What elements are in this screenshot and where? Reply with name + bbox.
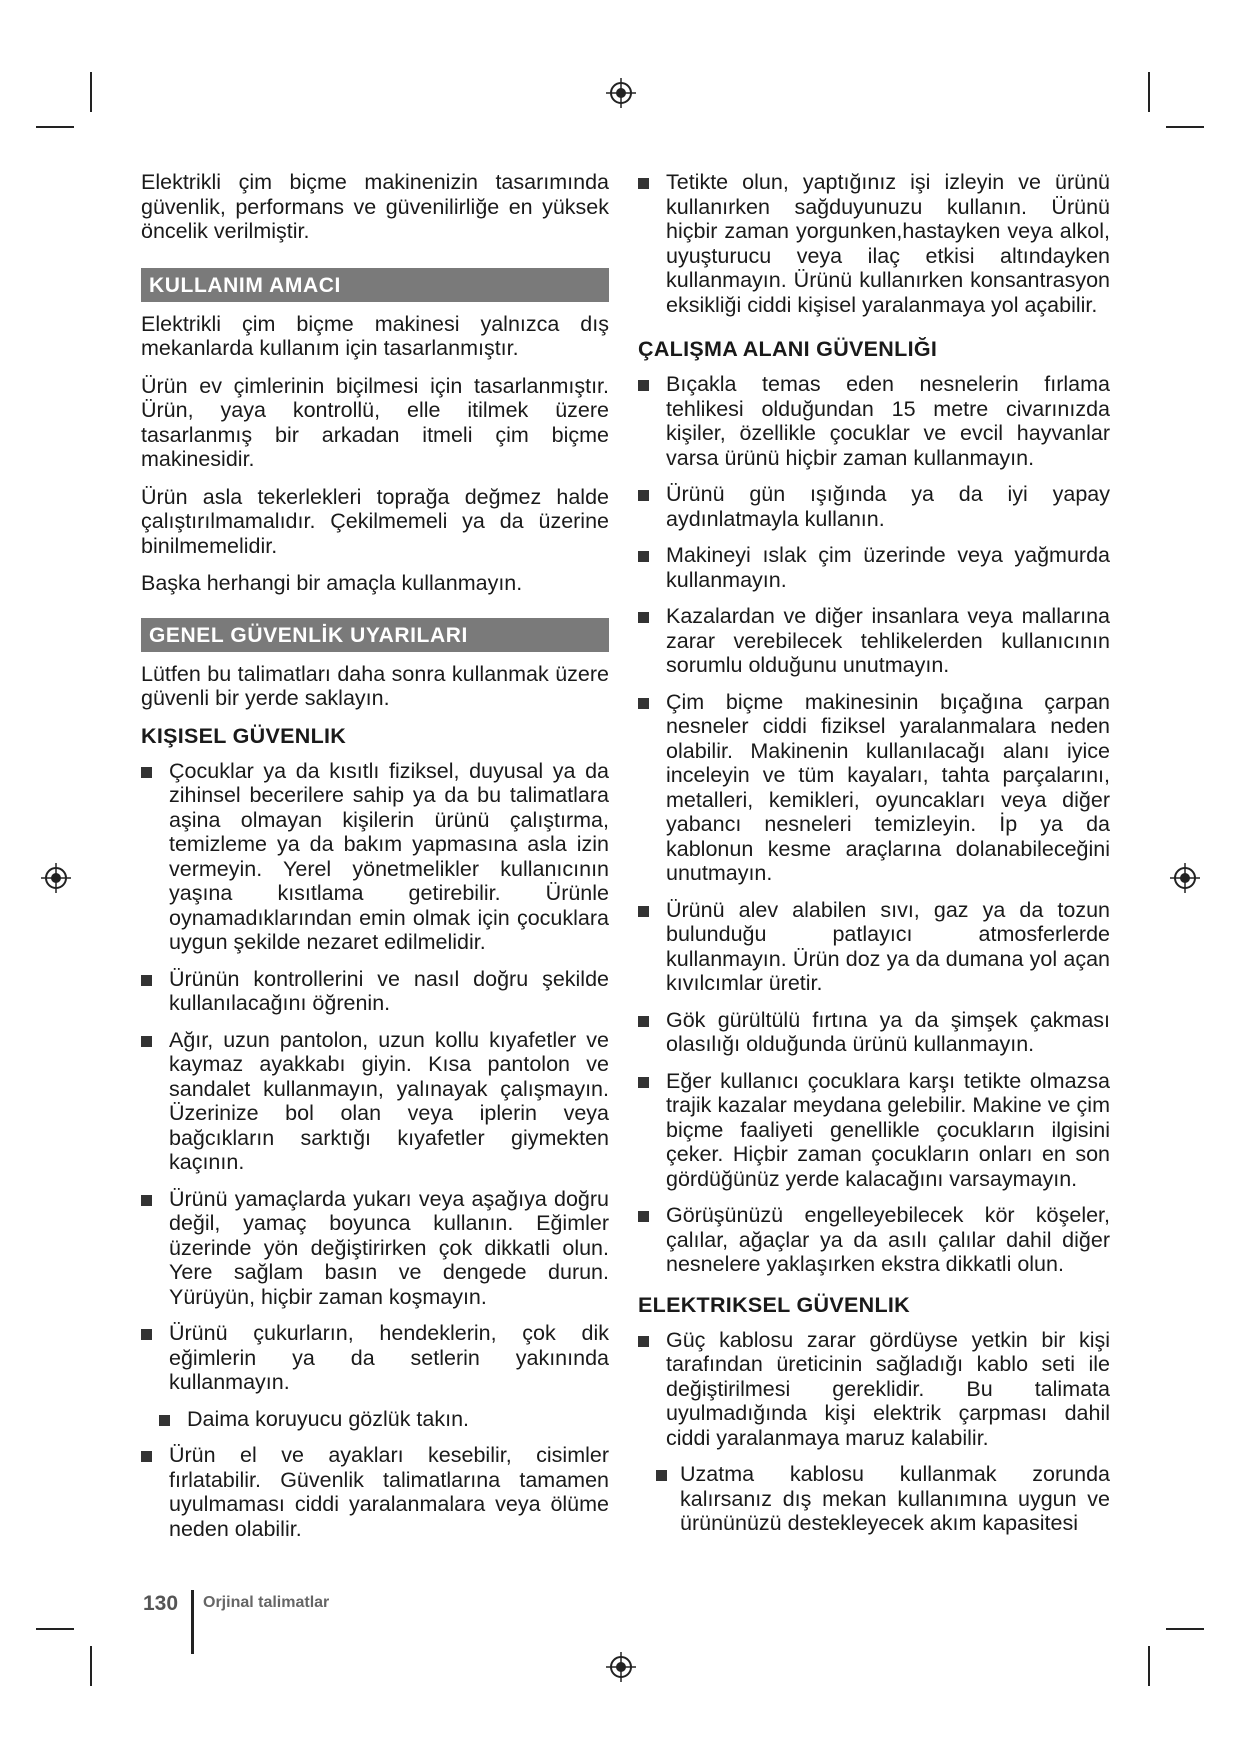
general-safety-paragraph: Lütfen bu talimatları daha sonra kullanmak üzere güvenli bir yerde saklayın. (141, 661, 609, 710)
page-number: 130 (143, 1592, 179, 1615)
list-item: Makineyi ıslak çim üzerinde veya yağmurda kullanmayın. (638, 543, 1110, 592)
crop-mark-top-right-h (1166, 126, 1204, 128)
right-column (638, 170, 1110, 1548)
list-item: Güç kablosu zarar gördüyse yetkin bir kişi tarafından üreticinin sağladığı kablo seti ile değiştirilmesi gereklidir. Bu talimata uyulmadığında kişi elektrik çarpması dahil ciddi yaralanmaya maruz kalabilir. (638, 1328, 1110, 1451)
bullet-square-icon (141, 975, 152, 986)
bullet-square-icon (638, 551, 649, 562)
bullet-square-icon (638, 490, 649, 501)
bullet-square-icon (638, 380, 649, 391)
bullet-square-icon (141, 1195, 152, 1206)
list-item: Ürünün kontrollerini ve nasıl doğru şekilde kullanılacağını öğrenin. (141, 967, 609, 1016)
section-heading-general-safety: GENEL GÜVENLİK UYARILARI (141, 618, 609, 652)
bullet-square-icon (141, 1036, 152, 1047)
usage-paragraph: Başka herhangi bir amaçla kullanmayın. (141, 571, 523, 595)
usage-paragraph: Elektrikli çim biçme makinesi yalnızca dış mekanlarda kullanım için tasarlanmıştır. (141, 311, 609, 360)
crop-mark-bottom-left-v (90, 1646, 92, 1686)
usage-paragraph: Ürün ev çimlerinin biçilmesi için tasarlanmıştır. Ürün, yaya kontrollü, elle itilmek üzere tasarlanmış bir arkadan itmeli çim biçme makinesidir. (141, 373, 609, 471)
bullet-square-icon (638, 1077, 649, 1088)
bullet-square-icon (638, 1336, 649, 1347)
bullet-square-icon (638, 178, 649, 189)
bullet-square-icon (638, 698, 649, 709)
bullet-square-icon (141, 767, 152, 778)
list-item: Gök gürültülü fırtına ya da şimşek çakması olasılığı olduğunda ürünü kullanmayın. (638, 1008, 1110, 1057)
crop-mark-bottom-right-h (1166, 1628, 1204, 1630)
list-item: Kazalardan ve diğer insanlara veya mallarına zarar verebilecek tehlikelerden kullanıcının sorumlu olduğunu unutmayın. (638, 604, 1110, 678)
left-column (141, 170, 609, 1553)
footer-text: Orjinal talimatlar (203, 1594, 330, 1611)
bullet-square-icon (638, 1211, 649, 1222)
list-item: Ürünü çukurların, hendeklerin, çok dik eğimlerin ya da setlerin yakınında kullanmayın. (141, 1321, 609, 1395)
list-item: Ürünü alev alabilen sıvı, gaz ya da tozun bulunduğu patlayıcı atmosferlerde kullanmayın. Ürün doz ya da dumana yol açan kıvılcımlar üretir. (638, 898, 1110, 996)
list-item: Görüşünüzü engelleyebilecek kör köşeler, çalılar, ağaçlar ya da asılı çalılar dahil diğer nesnelere yaklaşırken ekstra dikkatli olun. (638, 1203, 1110, 1277)
list-item: Çim biçme makinesinin bıçağına çarpan nesneler ciddi fiziksel yaralanmalara neden olabilir. Makinenin kullanılacağı alanı iyice inceleyin ve tüm kayaları, tahta parçalarını, metalleri, kemikleri, oyuncakları veya diğer yabancı nesneleri temizleyin. İp ya da kablonun kesme araçlarına dolanabileceğini unutmayın. (638, 690, 1110, 886)
list-item: Ürünü yamaçlarda yukarı veya aşağıya doğru değil, yamaç boyunca kullanın. Eğimler üzerinde yön değiştirirken çok dikkatli olun. Yere sağlam basın ve dengede durun. Yürüyün, hiçbir zaman koşmayın. (141, 1187, 609, 1310)
intro-paragraph: Elektrikli çim biçme makinenizin tasarımında güvenlik, performans ve güvenilirliğe en yüksek öncelik verilmiştir. (141, 170, 609, 243)
crop-mark-top-right-v (1148, 72, 1150, 112)
bullet-square-icon (159, 1415, 170, 1426)
list-item: Tetikte olun, yaptığınız işi izleyin ve ürünü kullanırken sağduyunuzu kullanın. Ürünü hiçbir zaman yorgunken,hastayken veya alkol, uyuşturucu veya ilaç etkisi altındayken kullanmayın. Ürünü kullanırken konsantrasyon eksikliği ciddi kişisel yaralanmaya yol açabilir. (638, 170, 1110, 317)
heading-personal-safety: KIŞISEL GÜVENLIK (141, 723, 347, 748)
heading-electrical-safety: ELEKTRIKSEL GÜVENLIK (638, 1292, 910, 1317)
crop-mark-bottom-right-v (1148, 1646, 1150, 1686)
list-item: Ürün el ve ayakları kesebilir, cisimler fırlatabilir. Güvenlik talimatlarına tamamen uyulmaması ciddi yaralanmalara veya ölüme neden olabilir. (141, 1443, 609, 1541)
list-item: Bıçakla temas eden nesnelerin fırlama tehlikesi olduğundan 15 metre civarınızda kişiler, özellikle çocuklar ve evcil hayvanlar varsa ürünü hiçbir zaman kullanmayın. (638, 372, 1110, 470)
heading-work-area-safety: ÇALIŞMA ALANI GÜVENLIĞI (638, 337, 938, 361)
list-item-sub: Uzatma kablosu kullanmak zorunda kalırsanız dış mekan kullanımına uygun ve ürününüzü destekleyecek akım kapasitesi (656, 1462, 1110, 1536)
bullet-square-icon (638, 1016, 649, 1027)
registration-mark-top-icon (606, 78, 636, 108)
bullet-square-icon (638, 906, 649, 917)
footer-divider (191, 1590, 194, 1654)
bullet-square-icon (141, 1329, 152, 1340)
list-item: Çocuklar ya da kısıtlı fiziksel, duyusal ya da zihinsel becerilere sahip ya da bu talimatlara aşina olmayan kişilerin ürünü çalıştırma, temizleme ya da bakım yapmasına asla izin vermeyin. Yerel yönetmelikler kullanıcının yaşına kısıtlama getirebilir. Ürünle oynamadıklarından emin olmak için çocuklara uygun şekilde nezaret edilmelidir. (141, 759, 609, 955)
registration-mark-bottom-icon (606, 1652, 636, 1682)
bullet-square-icon (656, 1470, 667, 1481)
crop-mark-top-left-v (90, 72, 92, 112)
section-heading-usage: KULLANIM AMACI (141, 268, 609, 302)
bullet-square-icon (638, 612, 649, 623)
crop-mark-bottom-left-h (36, 1628, 74, 1630)
crop-mark-top-left-h (36, 126, 74, 128)
list-item: Ağır, uzun pantolon, uzun kollu kıyafetler ve kaymaz ayakkabı giyin. Kısa pantolon ve sandalet kullanmayın, yalınayak çalışmayın. Üzerinize bol olan veya iplerin veya bağcıkların sarktığı kıyafetler giymekten kaçının. (141, 1028, 609, 1175)
registration-mark-right-icon (1170, 863, 1200, 893)
list-item: Eğer kullanıcı çocuklara karşı tetikte olmazsa trajik kazalar meydana gelebilir. Makine ve çim biçme faaliyeti genellikle çocukların ilgisini çeker. Hiçbir zaman çocukların onları en son gördüğünüz yerde kalacağını varsaymayın. (638, 1069, 1110, 1192)
list-item-sub: Daima koruyucu gözlük takın. (159, 1407, 609, 1432)
usage-paragraph: Ürün asla tekerlekleri toprağa değmez halde çalıştırılmamalıdır. Çekilmemeli ya da üzerine binilmemelidir. (141, 484, 609, 558)
list-item: Ürünü gün ışığında ya da iyi yapay aydınlatmayla kullanın. (638, 482, 1110, 531)
bullet-square-icon (141, 1451, 152, 1462)
registration-mark-left-icon (41, 863, 71, 893)
